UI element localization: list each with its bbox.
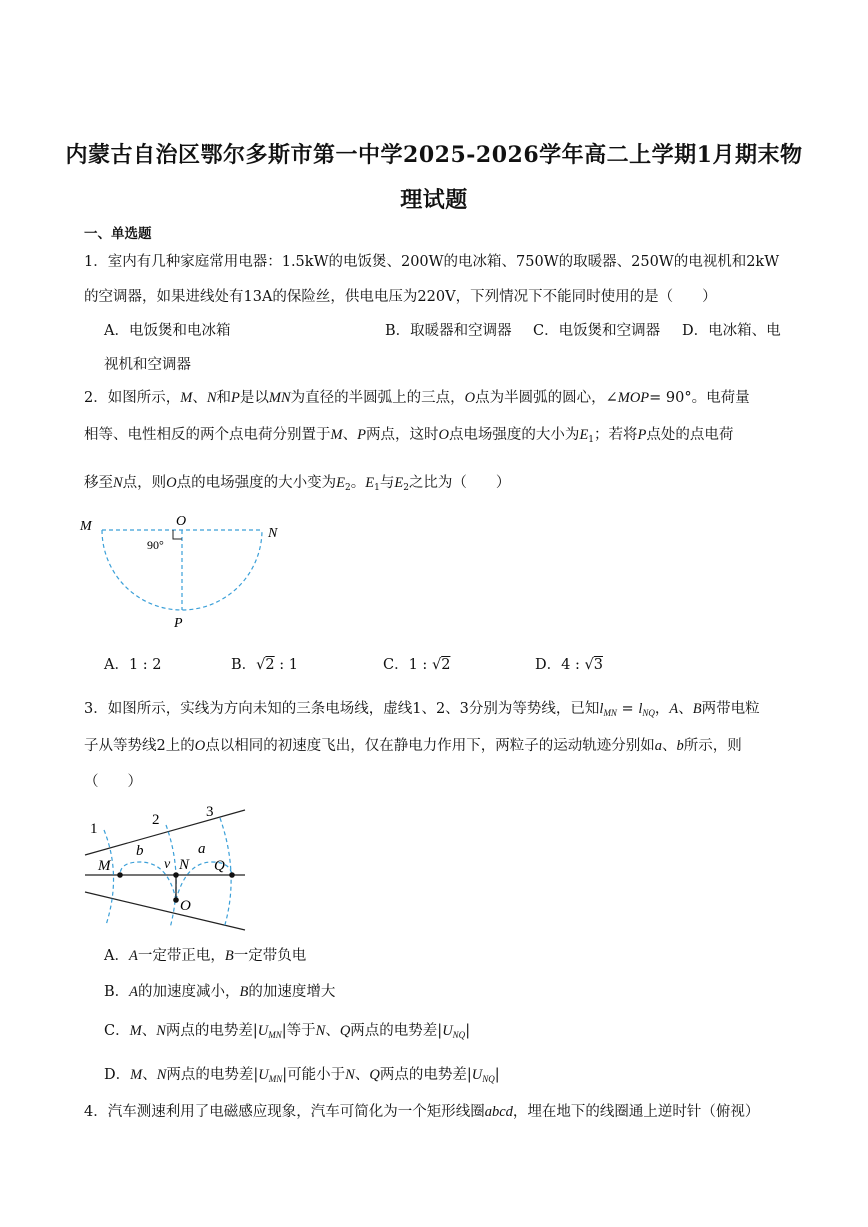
- q1-stem-line-1: 1．室内有几种家庭常用电器：1.5kW的电饭煲、200W的电冰箱、750W的取暖器、250W的电视机和2kW: [84, 254, 780, 270]
- q2-option-d: D．4 : √3: [535, 657, 603, 673]
- q3-label-3: 3: [206, 804, 214, 820]
- q3-point-m: [117, 872, 123, 878]
- document-title-line-1: 内蒙古自治区鄂尔多斯市第一中学2025-2026学年高二上学期1月期末物: [65, 142, 803, 168]
- q3-point-n: [173, 872, 179, 878]
- q3-label-a: a: [198, 841, 206, 857]
- q2-option-a: A．1 : 2: [104, 657, 162, 673]
- q1-option-d-continued: 视机和空调器: [104, 357, 191, 373]
- q3-option-d: D．M、N两点的电势差$|U_{MN}|$可能小于N、Q两点的电势差$|U_{NQ}|$: [104, 1067, 500, 1084]
- section-heading: 一、单选题: [84, 226, 152, 242]
- q3-stem-line-1: 3．如图所示，实线为方向未知的三条电场线，虚线1、2、3分别为等势线，已知$l_{MN} = l_{NQ}$，A、B两带电粒: [84, 701, 760, 718]
- q1-option-d: D．电冰箱、电: [682, 323, 781, 339]
- q2-right-angle-mark: [173, 530, 182, 539]
- q3-label-n: N: [179, 857, 190, 873]
- q2-label-angle: 90°: [147, 538, 164, 552]
- q2-stem-line-2: 相等、电性相反的两个点电荷分别置于M、P两点，这时O点电场强度的大小为$E_1$；若将P点处的点电荷: [84, 427, 734, 445]
- q2-label-m: M: [80, 519, 92, 534]
- q2-semicircle-arc: [102, 530, 262, 610]
- q1-stem-line-2: 的空调器，如果进线处有13A的保险丝，供电电压为220V，下列情况下不能同时使用的是（ ）: [84, 289, 717, 305]
- q3-point-o: [173, 897, 179, 903]
- q3-stem-line-2: 子从等势线2上的O点以相同的初速度飞出，仅在静电力作用下，两粒子的运动轨迹分别如a、b所示，则: [84, 738, 742, 754]
- q2-label-n: N: [268, 526, 278, 541]
- q1-option-a: A．电饭煲和电冰箱: [104, 323, 231, 339]
- document-title-line-2: 理试题: [400, 187, 468, 213]
- q2-stem-line-1: 2．如图所示，M、N和P是以MN为直径的半圆弧上的三点，O点为半圆弧的圆心，∠MOP= 90°。电荷量: [84, 390, 750, 406]
- q3-label-b: b: [136, 843, 144, 859]
- q3-option-c: C．M、N两点的电势差$|U_{MN}|$等于N、Q两点的电势差$|U_{NQ}|$: [104, 1023, 471, 1040]
- q3-field-line-bottom: [85, 892, 245, 930]
- q3-label-2: 2: [152, 812, 160, 828]
- q3-label-1: 1: [90, 821, 98, 837]
- q3-point-q: [229, 872, 235, 878]
- q1-option-c: C．电饭煲和空调器: [533, 323, 661, 339]
- q1-option-b: B．取暖器和空调器: [385, 323, 512, 339]
- q3-label-q: Q: [214, 858, 225, 874]
- q4-stem-line-1: 4．汽车测速利用了电磁感应现象，汽车可简化为一个矩形线圈abcd，埋在地下的线圈通上逆时针（俯视）: [84, 1104, 760, 1120]
- q3-label-v: v: [164, 857, 171, 872]
- q3-equipotential-1: [104, 830, 114, 925]
- q3-field-line-top: [85, 810, 245, 855]
- q2-semicircle-figure: [70, 508, 290, 633]
- q3-label-m: M: [98, 858, 111, 874]
- q3-option-b: B．A的加速度减小，B的加速度增大: [104, 984, 336, 1000]
- q3-stem-line-3: （ ）: [84, 774, 142, 790]
- q3-label-o: O: [180, 898, 191, 914]
- q2-stem-line-3: 移至N点，则O点的电场强度的大小变为$E_2$。$E_1$与$E_2$之比为（ ）: [84, 475, 511, 493]
- q3-field-lines-figure: [80, 800, 260, 935]
- q3-option-a: A．A一定带正电，B一定带负电: [104, 948, 307, 964]
- q2-label-o: O: [176, 514, 187, 529]
- q2-option-c: C．1 : √2: [383, 657, 451, 673]
- q2-label-p: P: [174, 616, 183, 631]
- q2-option-b: B．√2 : 1: [231, 657, 298, 673]
